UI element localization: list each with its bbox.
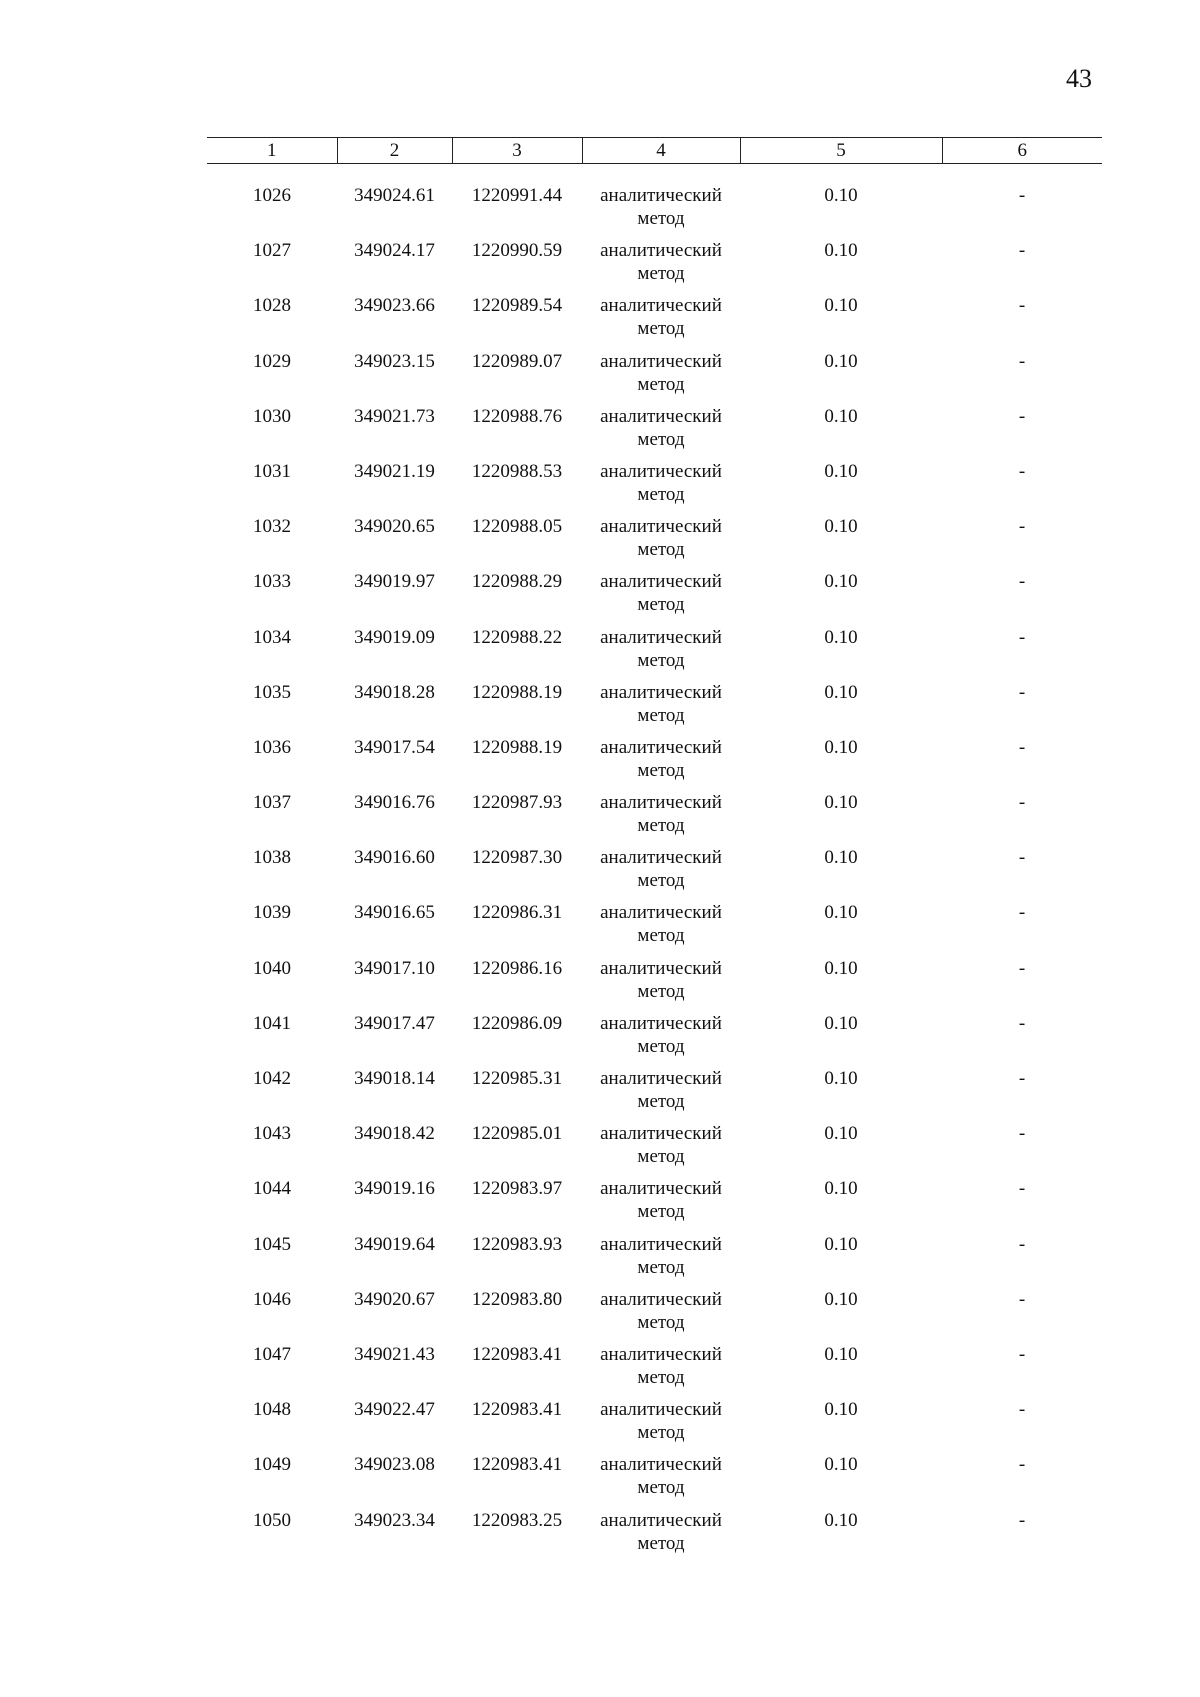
y-coordinate-cell: 1220988.76 bbox=[471, 405, 563, 427]
method-line-1: аналитический bbox=[600, 571, 722, 593]
accuracy-cell: 0.10 bbox=[824, 1509, 858, 1531]
x-coordinate-cell: 349021.19 bbox=[354, 460, 435, 482]
y-coordinate-cell: 1220987.93 bbox=[471, 792, 563, 814]
column-header-3: 3 bbox=[452, 138, 582, 164]
point-id-cell: 1035 bbox=[253, 681, 291, 703]
method-line-1: аналитический bbox=[600, 847, 722, 869]
method-cell bbox=[582, 1067, 740, 1122]
table-row bbox=[207, 570, 1102, 625]
method-line-2: метод bbox=[637, 704, 685, 726]
method-line-2: метод bbox=[637, 539, 685, 561]
y-coordinate-cell: 1220988.19 bbox=[471, 681, 563, 703]
y-coordinate-cell: 1220983.41 bbox=[471, 1399, 563, 1421]
method-line-2: метод bbox=[637, 925, 685, 947]
x-coordinate-cell: 349017.54 bbox=[354, 736, 435, 758]
y-coordinate-cell: 1220989.54 bbox=[471, 295, 563, 317]
x-coordinate-cell: 349016.76 bbox=[354, 792, 435, 814]
table-row bbox=[207, 405, 1102, 460]
method-line-2: метод bbox=[637, 1477, 685, 1499]
method-line-2: метод bbox=[637, 208, 685, 229]
y-coordinate-cell: 1220988.19 bbox=[471, 736, 563, 758]
y-coordinate-cell: 1220983.25 bbox=[471, 1509, 563, 1531]
y-coordinate-cell: 1220983.93 bbox=[471, 1233, 563, 1255]
table-row bbox=[207, 681, 1102, 736]
accuracy-cell: 0.10 bbox=[824, 792, 858, 814]
y-coordinate-cell: 1220990.59 bbox=[471, 240, 563, 262]
note-cell: - bbox=[1018, 1454, 1026, 1476]
accuracy-cell: 0.10 bbox=[824, 240, 858, 262]
method-cell bbox=[582, 1233, 740, 1288]
table-row bbox=[207, 1398, 1102, 1453]
method-line-1: аналитический bbox=[600, 1509, 722, 1531]
method-cell bbox=[582, 1122, 740, 1177]
note-cell: - bbox=[1018, 792, 1026, 814]
method-line-1: аналитический bbox=[600, 626, 722, 648]
x-coordinate-cell: 349019.16 bbox=[354, 1178, 435, 1200]
point-id-cell: 1032 bbox=[253, 516, 291, 538]
method-line-1: аналитический bbox=[600, 295, 722, 317]
accuracy-cell: 0.10 bbox=[824, 1068, 858, 1089]
method-line-1: аналитический bbox=[600, 350, 722, 372]
column-header-4: 4 bbox=[582, 138, 740, 164]
point-id-cell: 1041 bbox=[253, 1012, 291, 1034]
x-coordinate-cell: 349023.15 bbox=[354, 350, 435, 372]
method-line-2: метод bbox=[637, 594, 685, 616]
accuracy-cell: 0.10 bbox=[824, 626, 858, 648]
x-coordinate-cell: 349019.97 bbox=[354, 571, 435, 593]
point-id-cell: 1036 bbox=[253, 736, 291, 758]
method-line-1: аналитический bbox=[600, 1343, 722, 1365]
method-line-1: аналитический bbox=[600, 185, 722, 206]
column-header-1: 1 bbox=[207, 138, 337, 164]
table-body bbox=[207, 184, 1102, 1564]
method-cell bbox=[582, 1398, 740, 1453]
note-cell: - bbox=[1018, 1178, 1026, 1200]
method-cell bbox=[582, 626, 740, 681]
accuracy-cell: 0.10 bbox=[824, 1012, 858, 1034]
note-cell: - bbox=[1018, 350, 1026, 372]
y-coordinate-cell: 1220989.07 bbox=[471, 350, 563, 372]
x-coordinate-cell: 349021.43 bbox=[354, 1343, 435, 1365]
accuracy-cell: 0.10 bbox=[824, 460, 858, 482]
method-line-1: аналитический bbox=[600, 405, 722, 427]
y-coordinate-cell: 1220983.41 bbox=[471, 1343, 563, 1365]
table-row bbox=[207, 846, 1102, 901]
y-coordinate-cell: 1220991.44 bbox=[471, 185, 563, 206]
column-header-6: 6 bbox=[942, 138, 1102, 164]
x-coordinate-cell: 349017.10 bbox=[354, 957, 435, 979]
table-row bbox=[207, 1122, 1102, 1177]
y-coordinate-cell: 1220983.41 bbox=[471, 1454, 563, 1476]
header-spacer bbox=[207, 164, 1102, 185]
x-coordinate-cell: 349023.34 bbox=[354, 1509, 435, 1531]
method-line-1: аналитический bbox=[600, 792, 722, 814]
x-coordinate-cell: 349024.17 bbox=[354, 240, 435, 262]
method-line-1: аналитический bbox=[600, 1233, 722, 1255]
method-line-2: метод bbox=[637, 759, 685, 781]
note-cell: - bbox=[1018, 295, 1026, 317]
note-cell: - bbox=[1018, 1509, 1026, 1531]
method-cell bbox=[582, 1012, 740, 1067]
column-header-2: 2 bbox=[337, 138, 452, 164]
point-id-cell: 1026 bbox=[253, 185, 291, 206]
accuracy-cell: 0.10 bbox=[824, 1343, 858, 1365]
y-coordinate-cell: 1220983.80 bbox=[471, 1288, 563, 1310]
method-line-1: аналитический bbox=[600, 1012, 722, 1034]
note-cell: - bbox=[1018, 1399, 1026, 1421]
y-coordinate-cell: 1220988.05 bbox=[471, 516, 563, 538]
method-cell bbox=[582, 1288, 740, 1343]
note-cell: - bbox=[1018, 1343, 1026, 1365]
method-cell bbox=[582, 957, 740, 1012]
x-coordinate-cell: 349020.65 bbox=[354, 516, 435, 538]
x-coordinate-cell: 349024.61 bbox=[354, 185, 435, 206]
y-coordinate-cell: 1220986.09 bbox=[471, 1012, 563, 1034]
x-coordinate-cell: 349022.47 bbox=[354, 1399, 435, 1421]
point-id-cell: 1047 bbox=[253, 1343, 291, 1365]
method-cell bbox=[582, 184, 740, 239]
method-line-1: аналитический bbox=[600, 736, 722, 758]
method-line-1: аналитический bbox=[600, 1399, 722, 1421]
point-id-cell: 1049 bbox=[253, 1454, 291, 1476]
x-coordinate-cell: 349020.67 bbox=[354, 1288, 435, 1310]
point-id-cell: 1034 bbox=[253, 626, 291, 648]
accuracy-cell: 0.10 bbox=[824, 1399, 858, 1421]
method-line-1: аналитический bbox=[600, 1178, 722, 1200]
point-id-cell: 1043 bbox=[253, 1123, 291, 1145]
method-line-1: аналитический bbox=[600, 902, 722, 924]
accuracy-cell: 0.10 bbox=[824, 295, 858, 317]
accuracy-cell: 0.10 bbox=[824, 847, 858, 869]
method-line-1: аналитический bbox=[600, 1123, 722, 1145]
accuracy-cell: 0.10 bbox=[824, 902, 858, 924]
method-line-2: метод bbox=[637, 1532, 685, 1554]
note-cell: - bbox=[1018, 1068, 1026, 1089]
table-row bbox=[207, 460, 1102, 515]
coordinates-table bbox=[207, 137, 1102, 1564]
accuracy-cell: 0.10 bbox=[824, 736, 858, 758]
table-row bbox=[207, 1509, 1102, 1564]
x-coordinate-cell: 349018.28 bbox=[354, 681, 435, 703]
point-id-cell: 1029 bbox=[253, 350, 291, 372]
table-row bbox=[207, 1233, 1102, 1288]
y-coordinate-cell: 1220987.30 bbox=[471, 847, 563, 869]
y-coordinate-cell: 1220986.31 bbox=[471, 902, 563, 924]
x-coordinate-cell: 349019.09 bbox=[354, 626, 435, 648]
accuracy-cell: 0.10 bbox=[824, 405, 858, 427]
table-row bbox=[207, 957, 1102, 1012]
note-cell: - bbox=[1018, 185, 1026, 206]
table-row bbox=[207, 239, 1102, 294]
accuracy-cell: 0.10 bbox=[824, 1288, 858, 1310]
x-coordinate-cell: 349023.66 bbox=[354, 295, 435, 317]
table-header bbox=[207, 138, 1102, 185]
point-id-cell: 1031 bbox=[253, 460, 291, 482]
accuracy-cell: 0.10 bbox=[824, 1123, 858, 1145]
accuracy-cell: 0.10 bbox=[824, 1233, 858, 1255]
accuracy-cell: 0.10 bbox=[824, 1454, 858, 1476]
note-cell: - bbox=[1018, 1288, 1026, 1310]
method-cell bbox=[582, 515, 740, 570]
x-coordinate-cell: 349023.08 bbox=[354, 1454, 435, 1476]
method-line-1: аналитический bbox=[600, 1288, 722, 1310]
y-coordinate-cell: 1220985.01 bbox=[471, 1123, 563, 1145]
note-cell: - bbox=[1018, 460, 1026, 482]
note-cell: - bbox=[1018, 736, 1026, 758]
note-cell: - bbox=[1018, 902, 1026, 924]
note-cell: - bbox=[1018, 626, 1026, 648]
table-row bbox=[207, 1067, 1102, 1122]
method-line-2: метод bbox=[637, 649, 685, 671]
method-cell bbox=[582, 405, 740, 460]
y-coordinate-cell: 1220988.22 bbox=[471, 626, 563, 648]
method-line-1: аналитический bbox=[600, 516, 722, 538]
point-id-cell: 1037 bbox=[253, 792, 291, 814]
accuracy-cell: 0.10 bbox=[824, 571, 858, 593]
method-line-1: аналитический bbox=[600, 957, 722, 979]
method-cell bbox=[582, 1509, 740, 1564]
table-row bbox=[207, 294, 1102, 349]
method-line-2: метод bbox=[637, 1035, 685, 1057]
point-id-cell: 1039 bbox=[253, 902, 291, 924]
accuracy-cell: 0.10 bbox=[824, 957, 858, 979]
table-row bbox=[207, 350, 1102, 405]
method-line-2: метод bbox=[637, 1091, 685, 1112]
x-coordinate-cell: 349021.73 bbox=[354, 405, 435, 427]
method-line-2: метод bbox=[637, 318, 685, 340]
x-coordinate-cell: 349019.64 bbox=[354, 1233, 435, 1255]
accuracy-cell: 0.10 bbox=[824, 350, 858, 372]
method-cell bbox=[582, 570, 740, 625]
table-row bbox=[207, 1012, 1102, 1067]
point-id-cell: 1048 bbox=[253, 1399, 291, 1421]
accuracy-cell: 0.10 bbox=[824, 516, 858, 538]
point-id-cell: 1044 bbox=[253, 1178, 291, 1200]
table-row bbox=[207, 736, 1102, 791]
accuracy-cell: 0.10 bbox=[824, 1178, 858, 1200]
method-line-1: аналитический bbox=[600, 240, 722, 262]
method-cell bbox=[582, 1343, 740, 1398]
note-cell: - bbox=[1018, 847, 1026, 869]
note-cell: - bbox=[1018, 1123, 1026, 1145]
method-line-2: метод bbox=[637, 870, 685, 892]
table-row bbox=[207, 1453, 1102, 1508]
method-cell bbox=[582, 294, 740, 349]
page-number: 43 bbox=[1066, 64, 1092, 93]
method-cell bbox=[582, 239, 740, 294]
y-coordinate-cell: 1220983.97 bbox=[471, 1178, 563, 1200]
method-line-2: метод bbox=[637, 373, 685, 395]
note-cell: - bbox=[1018, 1233, 1026, 1255]
table-row bbox=[207, 901, 1102, 956]
method-cell bbox=[582, 901, 740, 956]
point-id-cell: 1030 bbox=[253, 405, 291, 427]
method-cell bbox=[582, 350, 740, 405]
note-cell: - bbox=[1018, 240, 1026, 262]
point-id-cell: 1040 bbox=[253, 957, 291, 979]
accuracy-cell: 0.10 bbox=[824, 185, 858, 206]
method-line-2: метод bbox=[637, 1311, 685, 1333]
note-cell: - bbox=[1018, 516, 1026, 538]
point-id-cell: 1045 bbox=[253, 1233, 291, 1255]
method-cell bbox=[582, 846, 740, 901]
method-line-2: метод bbox=[637, 1422, 685, 1444]
method-line-2: метод bbox=[637, 1366, 685, 1388]
y-coordinate-cell: 1220988.29 bbox=[471, 571, 563, 593]
note-cell: - bbox=[1018, 405, 1026, 427]
method-cell bbox=[582, 1177, 740, 1232]
method-line-1: аналитический bbox=[600, 460, 722, 482]
method-line-2: метод bbox=[637, 428, 685, 450]
note-cell: - bbox=[1018, 681, 1026, 703]
x-coordinate-cell: 349017.47 bbox=[354, 1012, 435, 1034]
table-row bbox=[207, 1177, 1102, 1232]
point-id-cell: 1038 bbox=[253, 847, 291, 869]
method-cell bbox=[582, 736, 740, 791]
method-cell bbox=[582, 1453, 740, 1508]
point-id-cell: 1028 bbox=[253, 295, 291, 317]
point-id-cell: 1027 bbox=[253, 240, 291, 262]
y-coordinate-cell: 1220988.53 bbox=[471, 460, 563, 482]
header-row bbox=[207, 138, 1102, 164]
method-cell bbox=[582, 460, 740, 515]
method-cell bbox=[582, 681, 740, 736]
table-row bbox=[207, 184, 1102, 239]
point-id-cell: 1042 bbox=[253, 1068, 291, 1089]
point-id-cell: 1046 bbox=[253, 1288, 291, 1310]
method-line-1: аналитический bbox=[600, 1068, 722, 1089]
x-coordinate-cell: 349016.65 bbox=[354, 902, 435, 924]
method-line-2: метод bbox=[637, 1201, 685, 1223]
y-coordinate-cell: 1220985.31 bbox=[471, 1068, 563, 1089]
x-coordinate-cell: 349018.42 bbox=[354, 1123, 435, 1145]
note-cell: - bbox=[1018, 1012, 1026, 1034]
table-row bbox=[207, 1288, 1102, 1343]
x-coordinate-cell: 349016.60 bbox=[354, 847, 435, 869]
column-header-5: 5 bbox=[740, 138, 942, 164]
point-id-cell: 1050 bbox=[253, 1509, 291, 1531]
note-cell: - bbox=[1018, 957, 1026, 979]
method-line-2: метод bbox=[637, 483, 685, 505]
x-coordinate-cell: 349018.14 bbox=[354, 1068, 435, 1089]
accuracy-cell: 0.10 bbox=[824, 681, 858, 703]
note-cell: - bbox=[1018, 571, 1026, 593]
method-line-1: аналитический bbox=[600, 1454, 722, 1476]
method-cell bbox=[582, 791, 740, 846]
method-line-2: метод bbox=[637, 1146, 685, 1168]
table-row bbox=[207, 515, 1102, 570]
table-row bbox=[207, 626, 1102, 681]
table-row bbox=[207, 791, 1102, 846]
method-line-2: метод bbox=[637, 1256, 685, 1278]
method-line-2: метод bbox=[637, 263, 685, 285]
table-row bbox=[207, 1343, 1102, 1398]
point-id-cell: 1033 bbox=[253, 571, 291, 593]
method-line-2: метод bbox=[637, 815, 685, 837]
y-coordinate-cell: 1220986.16 bbox=[471, 957, 563, 979]
method-line-1: аналитический bbox=[600, 681, 722, 703]
method-line-2: метод bbox=[637, 980, 685, 1002]
